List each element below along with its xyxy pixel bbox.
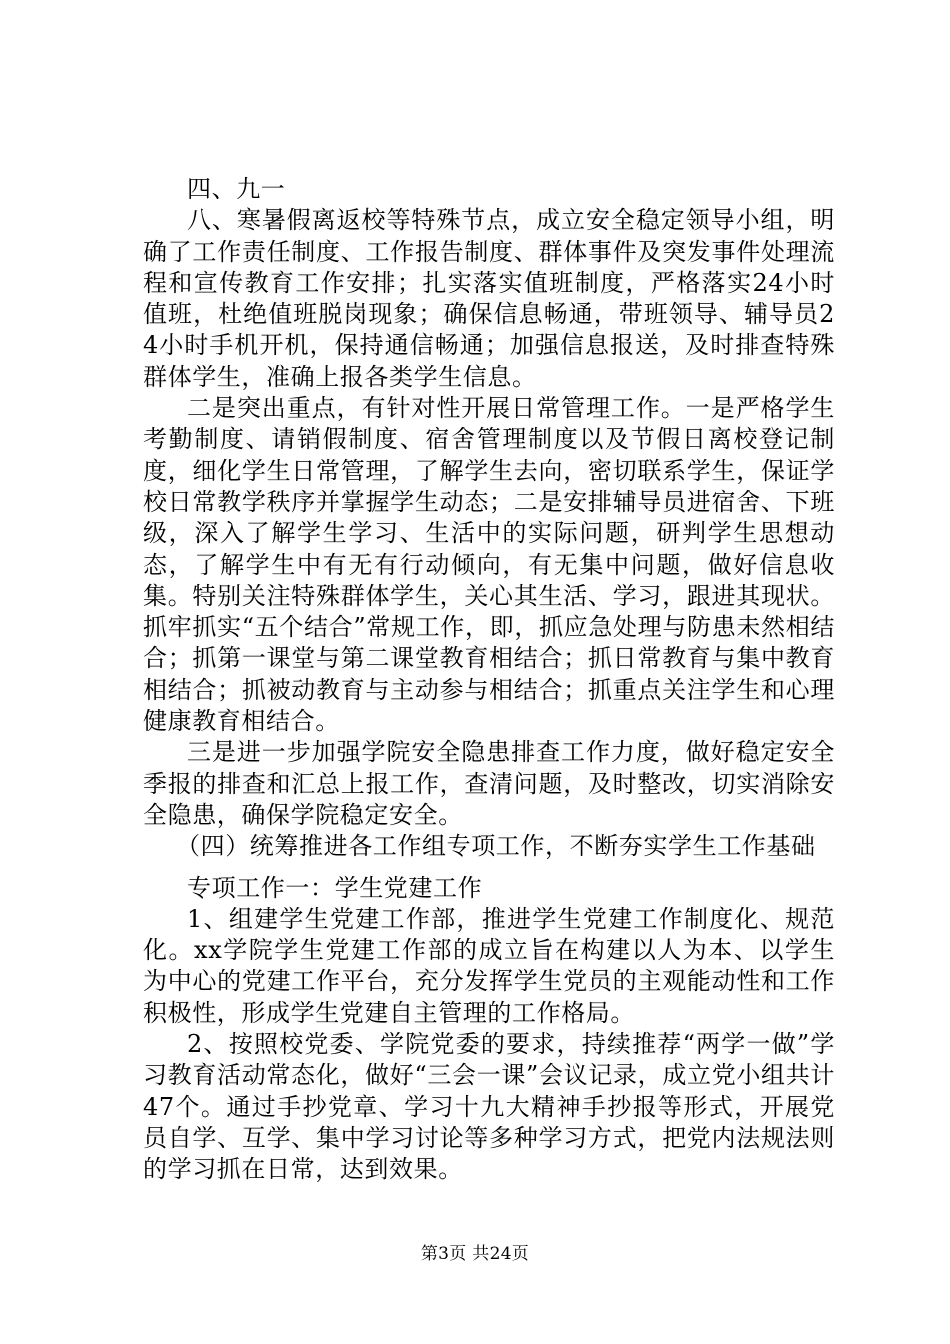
paragraph-party-department: 1、组建学生党建工作部，推进学生党建工作制度化、规范化。xx学院学生党建工作部的成立旨在构建以人为本、以学生为中心的党建工作平台，充分发挥学生党员的主观能动性和工作积极性，形成学生党建自主管理的工作格局。 <box>143 904 835 1027</box>
paragraph-safety-inspection: 三是进一步加强学院安全隐患排查工作力度，做好稳定安全季报的排查和汇总上报工作，查清问题，及时整改，切实消除安全隐患，确保学院稳定安全。 <box>143 738 835 829</box>
page-footer: 第3页 共24页 <box>420 1244 530 1264</box>
paragraph-daily-management: 二是突出重点，有针对性开展日常管理工作。一是严格学生考勤制度、请销假制度、宿舍管理制度以及节假日离校登记制度，细化学生日常管理，了解学生去向，密切联系学生，保证学校日常教学秩序并掌握学生动态；二是安排辅导员进宿舍、下班级，深入了解学生学习、生活中的实际问题，研判学生思想动态，了解学生中有无有行动倾向，有无集中问题，做好信息收集。特别关注特殊群体学生，关心其生活、学习，跟进其现状。抓牢抓实“五个结合”常规工作，即，抓应急处理与防患未然相结合；抓第一课堂与第二课堂教育相结合；抓日常教育与集中教育相结合；抓被动教育与主动参与相结合；抓重点关注学生和心理健康教育相结合。 <box>143 394 835 736</box>
paragraph-section-heading: 四、九一 <box>187 175 286 203</box>
paragraph-party-education: 2、按照校党委、学院党委的要求，持续推荐“两学一做”学习教育活动常态化，做好“三会一课”会议记录，成立党小组共计47个。通过手抄党章、学习十九大精神手抄报等形式，开展党员自学、互学、集中学习讨论等多种学习方式，把党内法规法则的学习抓在日常，达到效果。 <box>143 1030 835 1184</box>
paragraph-holiday-safety: 八、寒暑假离返校等特殊节点，成立安全稳定领导小组，明确了工作责任制度、工作报告制度、群体事件及突发事件处理流程和宣传教育工作安排；扎实落实值班制度，严格落实24小时值班，杜绝值班脱岗现象；确保信息畅通，带班领导、辅导员24小时手机开机，保持通信畅通；加强信息报送，及时排查特殊群体学生，准确上报各类学生信息。 <box>143 206 835 391</box>
paragraph-special-work-title: 专项工作一：学生党建工作 <box>187 873 483 902</box>
document-body <box>143 174 835 1186</box>
paragraph-subsection-heading: （四）统筹推进各工作组专项工作，不断夯实学生工作基础 <box>176 832 816 861</box>
